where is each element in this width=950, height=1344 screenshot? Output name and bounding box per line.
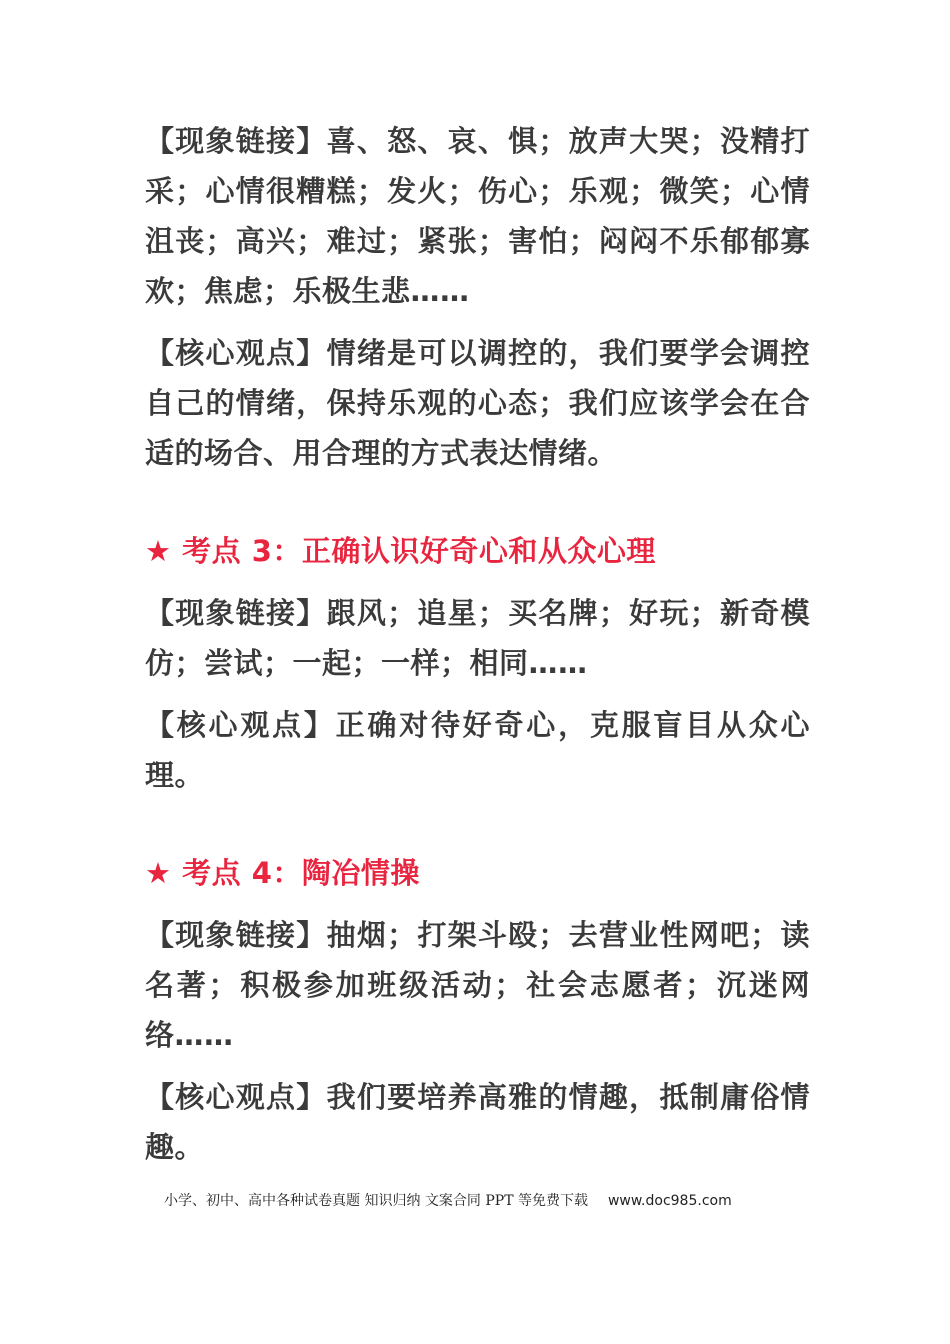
phenomenon-link-paragraph: 【现象链接】抽烟；打架斗殴；去营业性网吧；读名著；积极参加班级活动；社会志愿者；沉迷网络…… bbox=[145, 918, 810, 1052]
spacer bbox=[145, 1060, 810, 1072]
core-viewpoint-paragraph: 【核心观点】情绪是可以调控的，我们要学会调控自己的情绪，保持乐观的心态；我们应该学会在合适的场合、用合理的方式表达情绪。 bbox=[145, 336, 810, 470]
spacer bbox=[145, 800, 810, 848]
section-heading-point-3: ★ 考点 3：正确认识好奇心和从众心理 bbox=[145, 534, 656, 568]
phenomenon-link-paragraph: 【现象链接】喜、怒、哀、惧；放声大哭；没精打采；心情很糟糕；发火；伤心；乐观；微笑；心情沮丧；高兴；难过；紧张；害怕；闷闷不乐郁郁寡欢；焦虑；乐极生悲…… bbox=[145, 124, 810, 308]
core-viewpoint-paragraph: 【核心观点】我们要培养高雅的情趣，抵制庸俗情趣。 bbox=[145, 1080, 810, 1164]
phenomenon-link-paragraph: 【现象链接】跟风；追星；买名牌；好玩；新奇模仿；尝试；一起；一样；相同…… bbox=[145, 596, 810, 680]
spacer bbox=[145, 576, 810, 588]
document-body bbox=[145, 116, 810, 1172]
footer-url[interactable]: www.doc985.com bbox=[607, 1193, 732, 1209]
core-viewpoint-paragraph: 【核心观点】正确对待好奇心，克服盲目从众心理。 bbox=[145, 708, 810, 792]
spacer bbox=[145, 316, 810, 328]
section-heading-point-4: ★ 考点 4：陶冶情操 bbox=[145, 856, 420, 890]
spacer bbox=[145, 898, 810, 910]
page-footer bbox=[164, 1190, 732, 1210]
spacer bbox=[145, 478, 810, 526]
footer-text: 小学、初中、高中各种试卷真题 知识归纳 文案合同 PPT 等免费下载 bbox=[164, 1193, 588, 1209]
spacer bbox=[145, 688, 810, 700]
